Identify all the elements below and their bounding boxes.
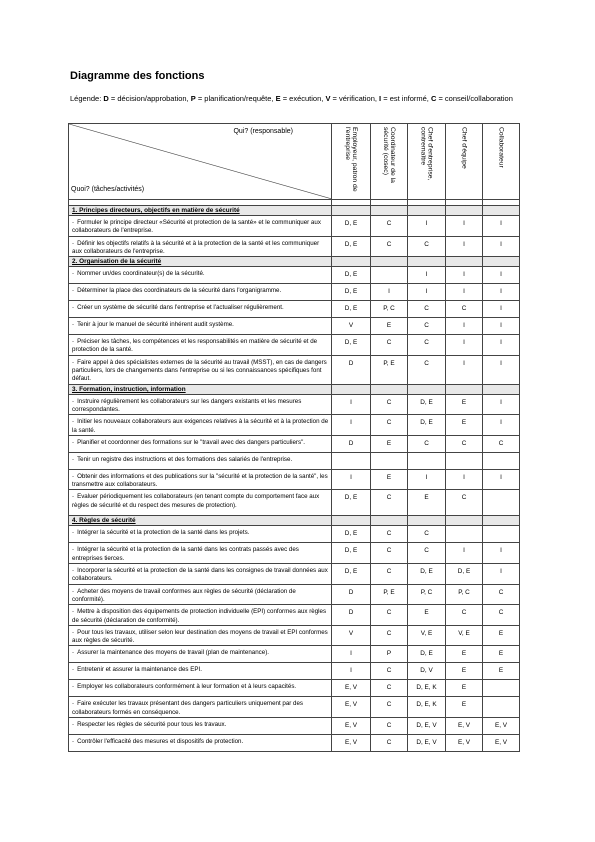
role-value-cell: I: [446, 318, 483, 335]
section-empty-cell: [446, 206, 483, 216]
role-value-cell: E: [408, 605, 446, 626]
table-row: [69, 625, 520, 646]
bullet-marker: -: [72, 738, 75, 746]
section-empty-cell: [408, 206, 446, 216]
bullet-marker: -: [72, 418, 75, 426]
role-value-cell: I: [446, 267, 483, 284]
task-cell: [69, 625, 332, 646]
role-value-cell: E: [446, 646, 483, 663]
task-text: Intégrer la sécurité et la protection de la santé dans les projets.: [77, 529, 250, 537]
role-value-cell: I: [483, 355, 520, 384]
table-row: [69, 284, 520, 301]
role-value-cell: I: [332, 394, 371, 415]
role-value-cell: C: [371, 394, 408, 415]
task-text: Planifier et coordonner des formations sur le "travail avec des dangers particuliers".: [77, 438, 306, 446]
role-value-cell: P, E: [371, 584, 408, 605]
bullet-marker: -: [72, 219, 75, 226]
role-value-cell: I: [483, 394, 520, 415]
role-value-cell: C: [371, 605, 408, 626]
bullet-marker: -: [72, 567, 75, 575]
table-row: [69, 490, 520, 516]
role-value-cell: [483, 697, 520, 718]
column-header-label: Coordinateur de la sécurité (cosec): [382, 127, 397, 183]
role-value-cell: C: [371, 236, 408, 257]
role-value-cell: E: [446, 680, 483, 697]
role-value-cell: C: [371, 625, 408, 646]
role-value-cell: D, E, K: [408, 697, 446, 718]
section-empty-cell: [483, 257, 520, 267]
task-text: Initier les nouveaux collaborateurs aux exigences relatives à la sécurité et à la protection de la santé.: [72, 418, 329, 434]
role-value-cell: [371, 267, 408, 284]
role-value-cell: C: [371, 680, 408, 697]
role-value-cell: [483, 680, 520, 697]
task-cell: [69, 697, 332, 718]
section-title: 2. Organisation de la sécurité: [69, 257, 332, 267]
section-row: [69, 257, 520, 267]
section-empty-cell: [408, 516, 446, 526]
role-value-cell: I: [408, 216, 446, 237]
role-value-cell: C: [408, 355, 446, 384]
bullet-marker: -: [72, 587, 75, 595]
column-header-label: Collaborateur: [497, 127, 505, 168]
function-diagram-table: [68, 123, 520, 752]
role-value-cell: V: [332, 625, 371, 646]
role-value-cell: D, E, K: [408, 680, 446, 697]
table-row: [69, 435, 520, 452]
role-value-cell: I: [483, 335, 520, 356]
role-value-cell: D: [332, 435, 371, 452]
role-value-cell: I: [483, 267, 520, 284]
role-value-cell: E: [446, 415, 483, 436]
role-value-cell: E, V: [332, 680, 371, 697]
section-row: [69, 516, 520, 526]
task-cell: [69, 318, 332, 335]
role-value-cell: D, E: [408, 394, 446, 415]
table-row: [69, 301, 520, 318]
role-value-cell: I: [446, 355, 483, 384]
table-row: [69, 526, 520, 543]
role-value-cell: D, E: [332, 335, 371, 356]
role-value-cell: V, E: [408, 625, 446, 646]
task-cell: [69, 415, 332, 436]
task-text: Définir les objectifs relatifs à la sécurité et à la protection de la santé et les communiquer aux collaborateurs de l'entreprise.: [72, 239, 320, 255]
role-value-cell: I: [371, 284, 408, 301]
section-empty-cell: [371, 257, 408, 267]
task-cell: [69, 605, 332, 626]
task-text: Contrôler l'efficacité des mesures et dispositifs de protection.: [77, 738, 244, 746]
role-value-cell: P, C: [371, 301, 408, 318]
role-value-cell: V, E: [446, 625, 483, 646]
section-empty-cell: [332, 384, 371, 394]
table-row: [69, 469, 520, 490]
role-value-cell: [483, 452, 520, 469]
bullet-marker: -: [72, 270, 75, 278]
task-cell: [69, 435, 332, 452]
task-text: Employer les collaborateurs conformément à leur formation et à leurs capacités.: [77, 683, 297, 691]
task-text: Pour tous les travaux, utiliser selon leur destination des moyens de travail et EPI conformes aux règles de sécurité.: [72, 628, 328, 645]
table-row: [69, 216, 520, 237]
role-value-cell: D, E: [332, 267, 371, 284]
bullet-marker: -: [72, 321, 75, 329]
section-title: 1. Principes directeurs, objectifs en matière de sécurité: [69, 206, 332, 216]
bullet-marker: -: [72, 358, 75, 366]
role-value-cell: [446, 526, 483, 543]
column-header-label: Employeur, patron de l'entreprise: [344, 127, 359, 192]
role-value-cell: I: [408, 267, 446, 284]
role-value-cell: C: [371, 564, 408, 585]
role-value-cell: I: [483, 318, 520, 335]
task-text: Nommer un/des coordinateur(s) de la sécurité.: [77, 270, 205, 278]
role-value-cell: I: [446, 543, 483, 564]
role-value-cell: I: [483, 284, 520, 301]
table-row: [69, 735, 520, 752]
task-cell: [69, 663, 332, 680]
role-value-cell: C: [408, 435, 446, 452]
legend-text: = décision/approbation,: [108, 94, 191, 103]
role-value-cell: C: [371, 415, 408, 436]
role-value-cell: E: [483, 625, 520, 646]
task-text: Mettre à disposition des équipements de protection individuelle (EPI) conformes aux règles de sécurité (déclaration de conformité).: [72, 608, 327, 624]
role-value-cell: C: [408, 526, 446, 543]
role-value-cell: E: [446, 663, 483, 680]
role-value-cell: I: [408, 284, 446, 301]
role-value-cell: E, V: [483, 735, 520, 752]
task-cell: [69, 452, 332, 469]
section-empty-cell: [332, 257, 371, 267]
bullet-marker: -: [72, 287, 75, 295]
role-value-cell: D, E, V: [408, 735, 446, 752]
page-title: Diagramme des fonctions: [70, 70, 205, 82]
role-value-cell: I: [332, 663, 371, 680]
bullet-marker: -: [72, 239, 75, 247]
task-text: Faire appel à des spécialistes externes de la sécurité au travail (MSST), en cas de dangers particuliers, lors de changements dans l'entreprise ou si les connaissances spécifiques font défaut.: [72, 358, 327, 383]
role-value-cell: D, E: [332, 490, 371, 516]
task-cell: [69, 469, 332, 490]
section-empty-cell: [408, 384, 446, 394]
role-value-cell: C: [446, 490, 483, 516]
legend-text: = vérification,: [330, 94, 380, 103]
table-row: [69, 605, 520, 626]
column-header-coordinator: [371, 124, 408, 200]
task-cell: [69, 564, 332, 585]
task-text: Entretenir et assurer la maintenance des EPI.: [77, 666, 202, 674]
legend-key: E: [275, 94, 281, 103]
section-row: [69, 206, 520, 216]
role-value-cell: C: [371, 335, 408, 356]
bullet-marker: -: [72, 493, 75, 501]
corner-header: [69, 124, 332, 200]
role-value-cell: C: [371, 526, 408, 543]
role-value-cell: E: [483, 646, 520, 663]
task-cell: [69, 301, 332, 318]
role-value-cell: I: [408, 469, 446, 490]
task-text: Instruire régulièrement les collaborateurs sur les dangers existants et les mesures correspondantes.: [72, 397, 302, 413]
task-text: Evaluer périodiquement les collaborateurs (en tenant compte du comportement face aux règles de sécurité et du respect des mesures de protection).: [72, 493, 320, 509]
table-row: [69, 335, 520, 356]
task-cell: [69, 236, 332, 257]
role-value-cell: C: [483, 605, 520, 626]
role-value-cell: E, V: [332, 718, 371, 735]
bullet-marker: -: [72, 649, 75, 657]
task-cell: [69, 718, 332, 735]
role-value-cell: C: [371, 735, 408, 752]
column-header-employee: [483, 124, 520, 200]
legend-prefix: Légende:: [70, 94, 104, 103]
task-cell: [69, 526, 332, 543]
role-value-cell: I: [446, 469, 483, 490]
task-text: Intégrer la sécurité et la protection de la santé dans les contrats passés avec des entreprises tierces.: [72, 546, 299, 562]
bullet-marker: -: [72, 608, 75, 616]
table-row: [69, 394, 520, 415]
section-empty-cell: [446, 516, 483, 526]
legend-key: D: [103, 94, 109, 103]
role-value-cell: D, E, V: [408, 718, 446, 735]
section-empty-cell: [483, 206, 520, 216]
role-value-cell: C: [483, 435, 520, 452]
role-value-cell: D, E: [408, 646, 446, 663]
role-value-cell: I: [483, 469, 520, 490]
task-text: Incorporer la sécurité et la protection de la santé dans les consignes de travail données aux collaborateurs.: [72, 567, 328, 583]
role-value-cell: D, E: [408, 415, 446, 436]
role-value-cell: P, C: [446, 584, 483, 605]
role-value-cell: D, V: [408, 663, 446, 680]
role-value-cell: [483, 490, 520, 516]
role-value-cell: I: [332, 415, 371, 436]
role-value-cell: C: [408, 335, 446, 356]
role-value-cell: E: [446, 394, 483, 415]
task-text: Déterminer la place des coordinateurs de la sécurité dans l'organigramme.: [77, 287, 282, 295]
bullet-marker: -: [72, 546, 75, 554]
role-value-cell: D, E: [446, 564, 483, 585]
task-text: Assurer la maintenance des moyens de travail (plan de maintenance).: [77, 649, 269, 657]
bullet-marker: -: [72, 455, 75, 463]
role-value-cell: I: [446, 216, 483, 237]
task-text: Tenir à jour le manuel de sécurité inhérent audit système.: [77, 321, 234, 329]
role-value-cell: P, C: [408, 584, 446, 605]
section-title: 4. Règles de sécurité: [69, 516, 332, 526]
role-value-cell: E: [371, 318, 408, 335]
bullet-marker: -: [72, 438, 75, 446]
role-value-cell: C: [408, 236, 446, 257]
role-value-cell: C: [483, 584, 520, 605]
task-cell: [69, 216, 332, 237]
role-value-cell: C: [446, 301, 483, 318]
task-cell: [69, 355, 332, 384]
role-value-cell: [408, 452, 446, 469]
bullet-marker: -: [72, 304, 75, 312]
role-value-cell: [483, 526, 520, 543]
role-value-cell: D: [332, 584, 371, 605]
section-empty-cell: [483, 516, 520, 526]
role-value-cell: [371, 452, 408, 469]
task-cell: [69, 284, 332, 301]
table-row: [69, 267, 520, 284]
role-value-cell: I: [332, 469, 371, 490]
role-value-cell: I: [483, 236, 520, 257]
role-value-cell: C: [371, 697, 408, 718]
role-value-cell: D: [332, 605, 371, 626]
task-cell: [69, 680, 332, 697]
table-row: [69, 543, 520, 564]
bullet-marker: -: [72, 683, 75, 691]
role-value-cell: P, E: [371, 355, 408, 384]
table-row: [69, 415, 520, 436]
column-header-label: Chef d'entreprise, contremaître: [419, 127, 434, 181]
role-value-cell: C: [408, 301, 446, 318]
role-value-cell: I: [483, 301, 520, 318]
section-empty-cell: [371, 206, 408, 216]
task-text: Préciser les tâches, les compétences et les responsabilités en matière de sécurité et de protection de la santé.: [72, 338, 318, 354]
legend-key: P: [190, 94, 196, 103]
role-value-cell: E, V: [483, 718, 520, 735]
role-value-cell: P: [371, 646, 408, 663]
section-empty-cell: [483, 384, 520, 394]
role-value-cell: D, E: [332, 216, 371, 237]
task-text: Faire exécuter les travaux présentant des dangers particuliers uniquement par des collaborateurs formés en conséquence.: [72, 700, 304, 716]
role-value-cell: C: [371, 216, 408, 237]
task-cell: [69, 646, 332, 663]
bullet-marker: -: [72, 628, 75, 636]
role-value-cell: E: [483, 663, 520, 680]
role-value-cell: D, E: [332, 236, 371, 257]
task-cell: [69, 490, 332, 516]
legend-key: C: [430, 94, 437, 103]
table-row: [69, 584, 520, 605]
task-cell: [69, 335, 332, 356]
bullet-marker: -: [72, 397, 75, 405]
role-value-cell: [446, 452, 483, 469]
role-value-cell: I: [483, 564, 520, 585]
legend-text: = est informé,: [381, 94, 431, 103]
bullet-marker: -: [72, 666, 75, 674]
table-row: [69, 355, 520, 384]
task-text: Respecter les règles de sécurité pour tous les travaux.: [77, 721, 227, 729]
who-label: Qui? (responsable): [233, 128, 293, 135]
section-title: 3. Formation, instruction, information: [69, 384, 332, 394]
table-row: [69, 697, 520, 718]
role-value-cell: D, E: [332, 284, 371, 301]
role-value-cell: E: [371, 469, 408, 490]
table-row: [69, 318, 520, 335]
role-value-cell: D, E: [332, 564, 371, 585]
role-value-cell: C: [371, 663, 408, 680]
role-value-cell: I: [483, 415, 520, 436]
table-row: [69, 680, 520, 697]
role-value-cell: I: [446, 236, 483, 257]
role-value-cell: E, V: [446, 718, 483, 735]
task-cell: [69, 394, 332, 415]
role-value-cell: C: [408, 543, 446, 564]
column-header-label: Chef d'équipe: [460, 127, 468, 169]
column-header-company-head: [408, 124, 446, 200]
role-value-cell: E, V: [332, 697, 371, 718]
what-label: Quoi? (tâches/activités): [71, 186, 145, 193]
table-body: [69, 206, 520, 752]
role-value-cell: I: [483, 216, 520, 237]
section-empty-cell: [408, 257, 446, 267]
role-value-cell: I: [446, 335, 483, 356]
role-value-cell: V: [332, 318, 371, 335]
legend-text: = planification/requête,: [195, 94, 276, 103]
section-empty-cell: [371, 516, 408, 526]
legend-text: = exécution,: [280, 94, 326, 103]
legend: [70, 93, 530, 104]
section-empty-cell: [332, 516, 371, 526]
role-value-cell: D, E: [332, 301, 371, 318]
role-value-cell: C: [408, 318, 446, 335]
role-value-cell: C: [371, 490, 408, 516]
task-cell: [69, 584, 332, 605]
role-value-cell: E, V: [332, 735, 371, 752]
role-value-cell: C: [371, 718, 408, 735]
role-value-cell: D, E: [408, 564, 446, 585]
table-row: [69, 663, 520, 680]
column-header-team-lead: [446, 124, 483, 200]
task-text: Obtenir des informations et des publications sur la "sécurité et la protection de la santé", les transmettre aux collaborateurs.: [72, 472, 328, 489]
task-text: Créer un système de sécurité dans l'entreprise et l'actualiser régulièrement.: [77, 304, 284, 312]
section-empty-cell: [446, 384, 483, 394]
section-row: [69, 384, 520, 394]
legend-key: I: [379, 94, 382, 103]
bullet-marker: -: [72, 529, 75, 537]
table-row: [69, 646, 520, 663]
role-value-cell: E, V: [446, 735, 483, 752]
role-value-cell: I: [332, 646, 371, 663]
table-row: [69, 564, 520, 585]
role-value-cell: E: [371, 435, 408, 452]
task-cell: [69, 735, 332, 752]
role-value-cell: E: [408, 490, 446, 516]
bullet-marker: -: [72, 338, 75, 346]
role-value-cell: D: [332, 355, 371, 384]
bullet-marker: -: [72, 721, 75, 729]
section-empty-cell: [332, 206, 371, 216]
role-value-cell: [332, 452, 371, 469]
task-text: Tenir un registre des instructions et des formations des salariés de l'entreprise.: [77, 455, 293, 463]
section-empty-cell: [371, 384, 408, 394]
task-cell: [69, 267, 332, 284]
table-row: [69, 718, 520, 735]
task-text: Formuler le principe directeur «Sécurité et protection de la santé» et le communiquer aux collaborateurs de l'entreprise.: [72, 219, 321, 235]
bullet-marker: -: [72, 700, 75, 708]
role-value-cell: I: [483, 543, 520, 564]
table-row: [69, 452, 520, 469]
role-value-cell: D, E: [332, 526, 371, 543]
section-empty-cell: [446, 257, 483, 267]
role-value-cell: C: [371, 543, 408, 564]
role-value-cell: C: [446, 605, 483, 626]
legend-text: = conseil/collaboration: [436, 94, 513, 103]
bullet-marker: -: [72, 472, 75, 480]
task-cell: [69, 543, 332, 564]
role-value-cell: E: [446, 697, 483, 718]
legend-key: V: [325, 94, 331, 103]
role-value-cell: I: [446, 284, 483, 301]
task-text: Acheter des moyens de travail conformes aux règles de sécurité (déclaration de conformité).: [72, 587, 296, 603]
table-row: [69, 236, 520, 257]
column-header-employer: [332, 124, 371, 200]
role-value-cell: C: [446, 435, 483, 452]
role-value-cell: D, E: [332, 543, 371, 564]
